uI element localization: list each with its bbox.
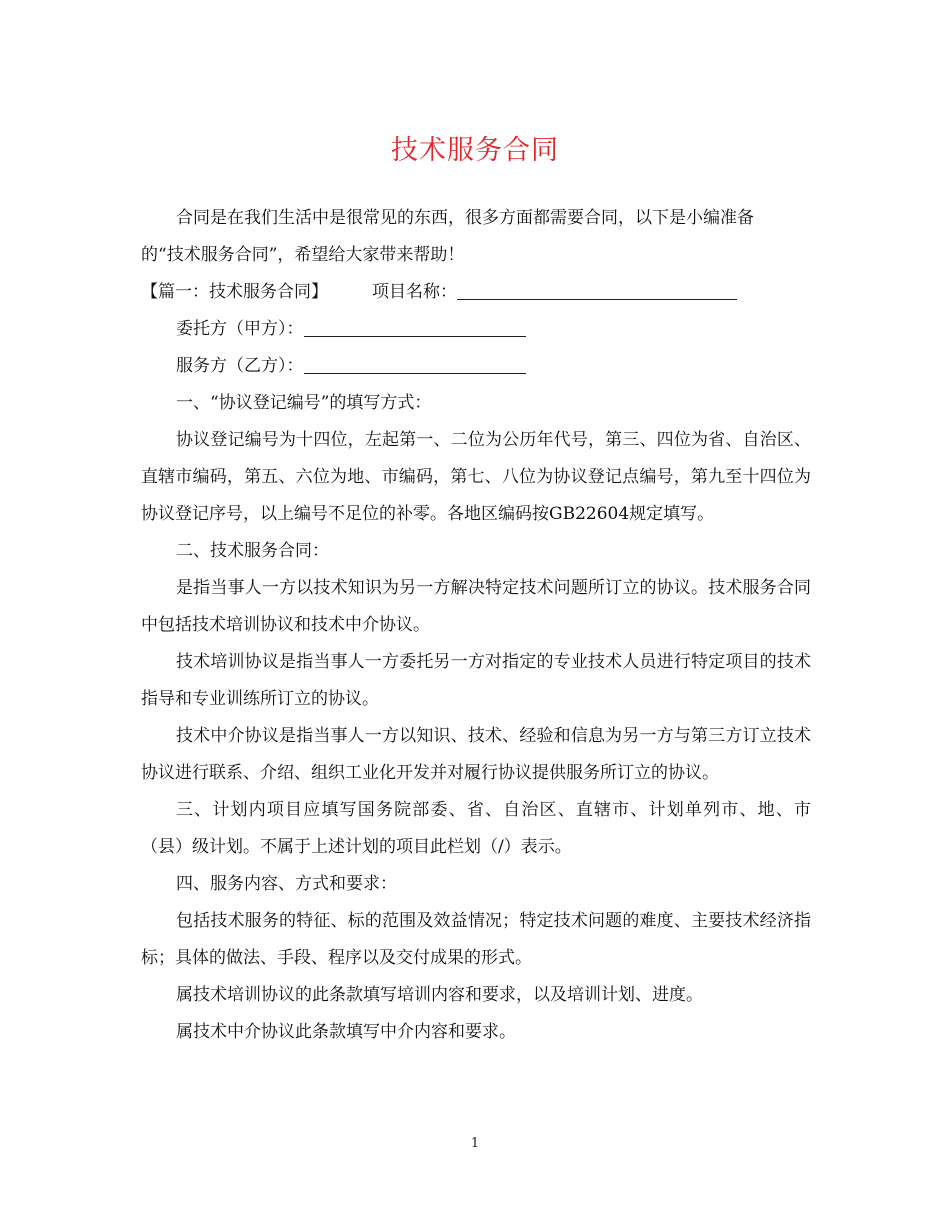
heading-registration-number: 一、“协议登记编号”的填写方式： — [176, 393, 432, 413]
paragraph-tech-service-definition: 是指当事人一方以技术知识为另一方解决特定技术问题所订立的协议。技术服务合同中包括技术培训协议和技术中介协议。 — [141, 578, 811, 635]
client-blank — [304, 316, 526, 337]
paragraph-training-clause: 属技术培训协议的此条款填写培训内容和要求，以及培训计划、进度。 — [176, 985, 703, 1005]
paragraph-tech-training: 技术培训协议是指当事人一方委托另一方对指定的专业技术人员进行特定项目的技术指导和专业训练所订立的协议。 — [141, 652, 811, 709]
section-header-line — [141, 274, 811, 311]
page-number: 1 — [470, 1136, 480, 1151]
paragraph-planned-projects: 三、计划内项目应填写国务院部委、省、自治区、直辖市、计划单列市、地、市（县）级计划。不属于上述计划的项目此栏划（/）表示。 — [141, 800, 811, 857]
document-body — [141, 200, 811, 1051]
section-header: 【篇一：技术服务合同】 — [141, 282, 328, 302]
client-line — [141, 311, 811, 348]
paragraph-registration-number: 协议登记编号为十四位，左起第一、二位为公历年代号，第三、四位为省、自治区、直辖市编码，第五、六位为地、市编码，第七、八位为协议登记点编号，第九至十四位为协议登记序号，以上编号不足位的补零。各地区编码按GB22604规定填写。 — [141, 430, 811, 524]
project-name-blank — [457, 279, 737, 300]
provider-label: 服务方（乙方）： — [176, 356, 304, 376]
client-label: 委托方（甲方）： — [176, 319, 304, 339]
paragraph-service-content: 包括技术服务的特征、标的范围及效益情况；特定技术问题的难度、主要技术经济指标；具体的做法、手段、程序以及交付成果的形式。 — [141, 911, 811, 968]
project-name-label: 项目名称： — [372, 282, 457, 302]
heading-tech-service-contract: 二、技术服务合同： — [176, 541, 329, 561]
provider-line — [141, 348, 811, 385]
heading-service-content: 四、服务内容、方式和要求： — [176, 874, 397, 894]
provider-blank — [304, 353, 526, 374]
intro-line-1: 合同是在我们生活中是很常见的东西，很多方面都需要合同，以下是小编准备 — [176, 208, 754, 228]
paragraph-intermediary-clause: 属技术中介协议此条款填写中介内容和要求。 — [176, 1022, 516, 1042]
document-title: 技术服务合同 — [391, 135, 559, 166]
intro-line-2: 的“技术服务合同”，希望给大家带来帮助！ — [141, 245, 465, 265]
paragraph-tech-intermediary: 技术中介协议是指当事人一方以知识、技术、经验和信息为另一方与第三方订立技术协议进行联系、介绍、组织工业化开发并对履行协议提供服务所订立的协议。 — [141, 726, 811, 783]
